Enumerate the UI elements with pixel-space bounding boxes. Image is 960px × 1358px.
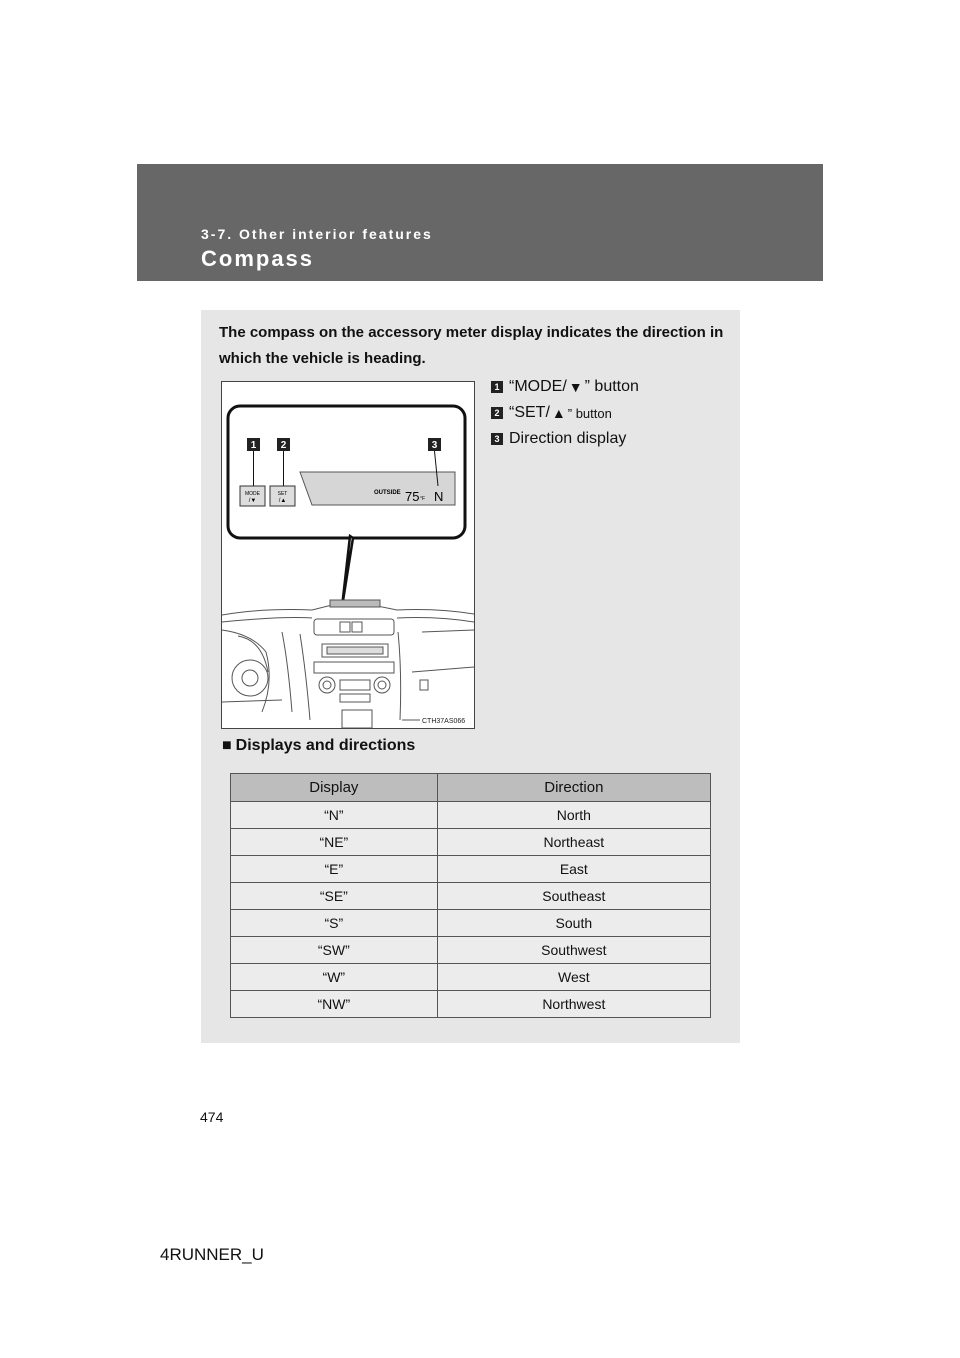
section-header [137, 164, 823, 281]
legend-direction-text: Direction display [509, 430, 627, 447]
direction-cell: Northeast [437, 829, 710, 856]
column-header-direction: Direction [437, 774, 710, 802]
table-row [231, 802, 711, 829]
display-cell: “N” [231, 802, 438, 829]
document-id: 4RUNNER_U [160, 1245, 264, 1264]
down-triangle-icon: ▼ [568, 379, 583, 395]
legend-mode-prefix: “MODE/ [509, 378, 567, 395]
temperature-value: 75 [405, 489, 420, 504]
table-row [231, 937, 711, 964]
section-subheading [222, 737, 415, 755]
table-row [231, 829, 711, 856]
square-bullet-icon: ■ [222, 737, 232, 754]
section-label: 3-7. Other interior features [201, 226, 433, 242]
dashboard-line-art [222, 600, 474, 728]
direction-cell: East [437, 856, 710, 883]
direction-cell: South [437, 910, 710, 937]
page-title: Compass [201, 246, 315, 271]
legend-number-3: 3 [491, 433, 503, 445]
mode-button-arrow: /▼ [248, 498, 257, 504]
legend-set-prefix: “SET/ [509, 404, 550, 421]
legend-mode-suffix: ” button [584, 378, 639, 395]
legend-item-direction [491, 426, 731, 452]
temperature-unit: °F [420, 496, 426, 502]
legend-item-set [491, 400, 731, 426]
table-row [231, 964, 711, 991]
direction-cell: Northwest [437, 991, 710, 1018]
dashboard-drawing [222, 382, 474, 728]
callout-3-number: 3 [431, 440, 438, 451]
display-cell: “SW” [231, 937, 438, 964]
column-header-display: Display [231, 774, 438, 802]
page-number: 474 [200, 1109, 224, 1125]
set-button-text: SET [277, 491, 288, 497]
legend-set-suffix: ” button [567, 405, 612, 421]
legend-number-2: 2 [491, 407, 503, 419]
display-cell: “E” [231, 856, 438, 883]
display-cell: “NE” [231, 829, 438, 856]
meter-display-drawing [300, 472, 455, 505]
display-cell: “S” [231, 910, 438, 937]
mode-button-text: MODE [245, 491, 260, 497]
legend-number-1: 1 [491, 381, 503, 393]
up-triangle-icon: ▲ [551, 405, 566, 421]
outside-label: OUTSIDE [374, 490, 401, 496]
callout-2-number: 2 [280, 440, 287, 451]
callout-pointer [342, 536, 353, 607]
dashboard-illustration [221, 381, 475, 729]
direction-cell: Southwest [437, 937, 710, 964]
direction-cell: North [437, 802, 710, 829]
table-row [231, 910, 711, 937]
legend [491, 374, 731, 452]
display-cell: “SE” [231, 883, 438, 910]
table-row [231, 991, 711, 1018]
subheading-text: Displays and directions [235, 737, 416, 754]
figure-code: CTH37AS066 [422, 718, 466, 725]
legend-item-mode [491, 374, 731, 400]
callout-1-number: 1 [250, 440, 257, 451]
table-header-row [231, 774, 711, 802]
direction-value: N [434, 489, 444, 504]
direction-cell: West [437, 964, 710, 991]
content-panel [201, 310, 740, 1043]
direction-cell: Southeast [437, 883, 710, 910]
directions-table [230, 773, 711, 1018]
table-row [231, 856, 711, 883]
display-cell: “W” [231, 964, 438, 991]
table-row [231, 883, 711, 910]
display-cell: “NW” [231, 991, 438, 1018]
intro-text: The compass on the accessory meter display indicates the direction in which the vehicle is heading. [219, 324, 724, 367]
set-button-arrow: /▲ [278, 498, 287, 504]
